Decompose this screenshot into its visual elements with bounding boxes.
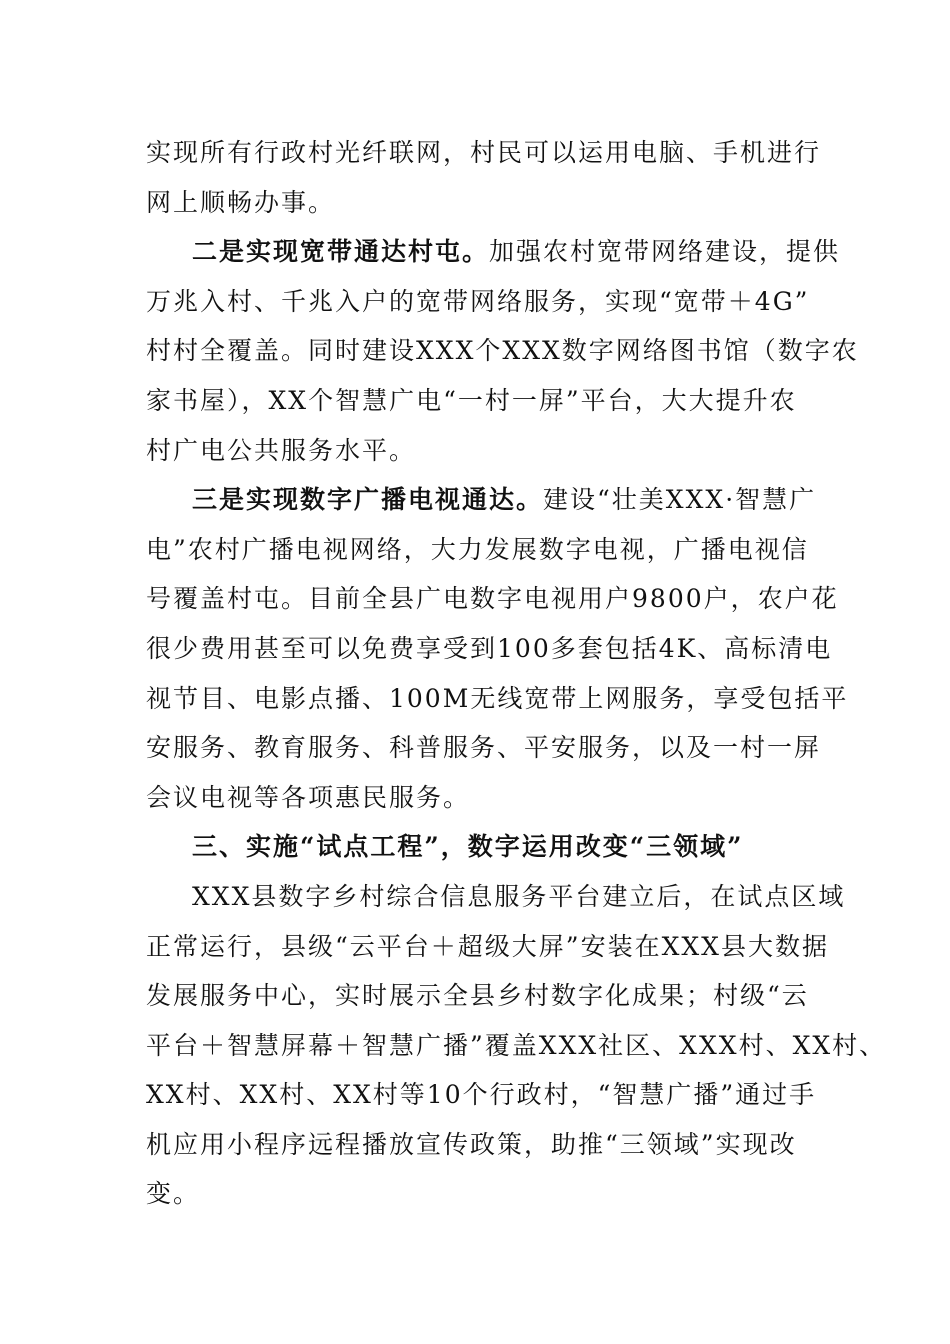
- text-run: 变。: [146, 1179, 201, 1209]
- text-line: [146, 326, 859, 376]
- text-run: 平台＋智慧屏幕＋智慧广播”覆盖XXX社区、XXX村、XX村、: [146, 1030, 887, 1060]
- text-run: 网上顺畅办事。: [146, 187, 336, 217]
- document-body: [146, 128, 887, 1219]
- text-run: 实现所有行政村光纤联网，村民可以运用电脑、手机进行: [146, 138, 822, 167]
- text-run: 家书屋），XX个智慧广电“一村一屏”平台，大大提升农: [146, 385, 797, 415]
- text-run: 安服务、教育服务、科普服务、平安服务，以及一村一屏: [146, 733, 822, 763]
- paragraph-lead-bold: 三是实现数字广播电视通达。: [192, 485, 544, 515]
- text-run: XX村、XX村、XX村等10个行政村，“智慧广播”通过手: [146, 1080, 817, 1110]
- text-line: [146, 922, 836, 972]
- text-line: [146, 1021, 887, 1071]
- text-line: [146, 971, 836, 1021]
- text-run: 加强农村宽带网络建设，提供: [489, 237, 841, 267]
- text-line: [146, 277, 836, 327]
- text-run: 会议电视等各项惠民服务。: [146, 782, 471, 812]
- text-line: [146, 574, 839, 624]
- text-run: 发展服务中心，实时展示全县乡村数字化成果；村级“云: [146, 981, 809, 1011]
- text-run: 正常运行，县级“云平台＋超级大屏”安装在XXX县大数据: [146, 931, 829, 961]
- text-line: [146, 128, 836, 178]
- text-line: [146, 1120, 836, 1170]
- text-line: [146, 178, 836, 228]
- text-line: [146, 674, 849, 724]
- section-heading-text: 三、实施“试点工程”，数字运用改变“三领域”: [192, 832, 744, 862]
- text-run: 村村全覆盖。同时建设XXX个XXX数字网络图书馆（数字农: [146, 336, 859, 366]
- text-line: [146, 475, 836, 525]
- text-run: 机应用小程序远程播放宣传政策，助推“三领域”实现改: [146, 1129, 797, 1159]
- text-line: [146, 227, 841, 277]
- text-line: [146, 376, 836, 426]
- text-line: [146, 624, 836, 674]
- text-line: [146, 426, 836, 476]
- text-line: [146, 872, 846, 922]
- text-run: 建设“壮美XXX·智慧广: [543, 485, 817, 515]
- text-run: 号覆盖村屯。目前全县广电数字电视用户9800户，农户花: [146, 584, 839, 614]
- text-run: 万兆入村、千兆入户的宽带网络服务，实现“宽带＋4G”: [146, 286, 810, 316]
- text-run: 村广电公共服务水平。: [146, 435, 417, 465]
- text-run: 电”农村广播电视网络，大力发展数字电视，广播电视信: [146, 534, 809, 564]
- section-heading: [146, 822, 836, 872]
- text-line: [146, 723, 836, 773]
- text-run: 视节目、电影点播、100M无线宽带上网服务，享受包括平: [146, 683, 849, 713]
- text-run: 很少费用甚至可以免费享受到100多套包括4K、高标清电: [146, 633, 833, 663]
- text-line: [146, 1169, 836, 1219]
- paragraph-lead-bold: 二是实现宽带通达村屯。: [192, 237, 490, 267]
- text-run: XXX县数字乡村综合信息服务平台建立后，在试点区域: [192, 881, 846, 911]
- text-line: [146, 525, 836, 575]
- text-line: [146, 1070, 836, 1120]
- text-line: [146, 773, 836, 823]
